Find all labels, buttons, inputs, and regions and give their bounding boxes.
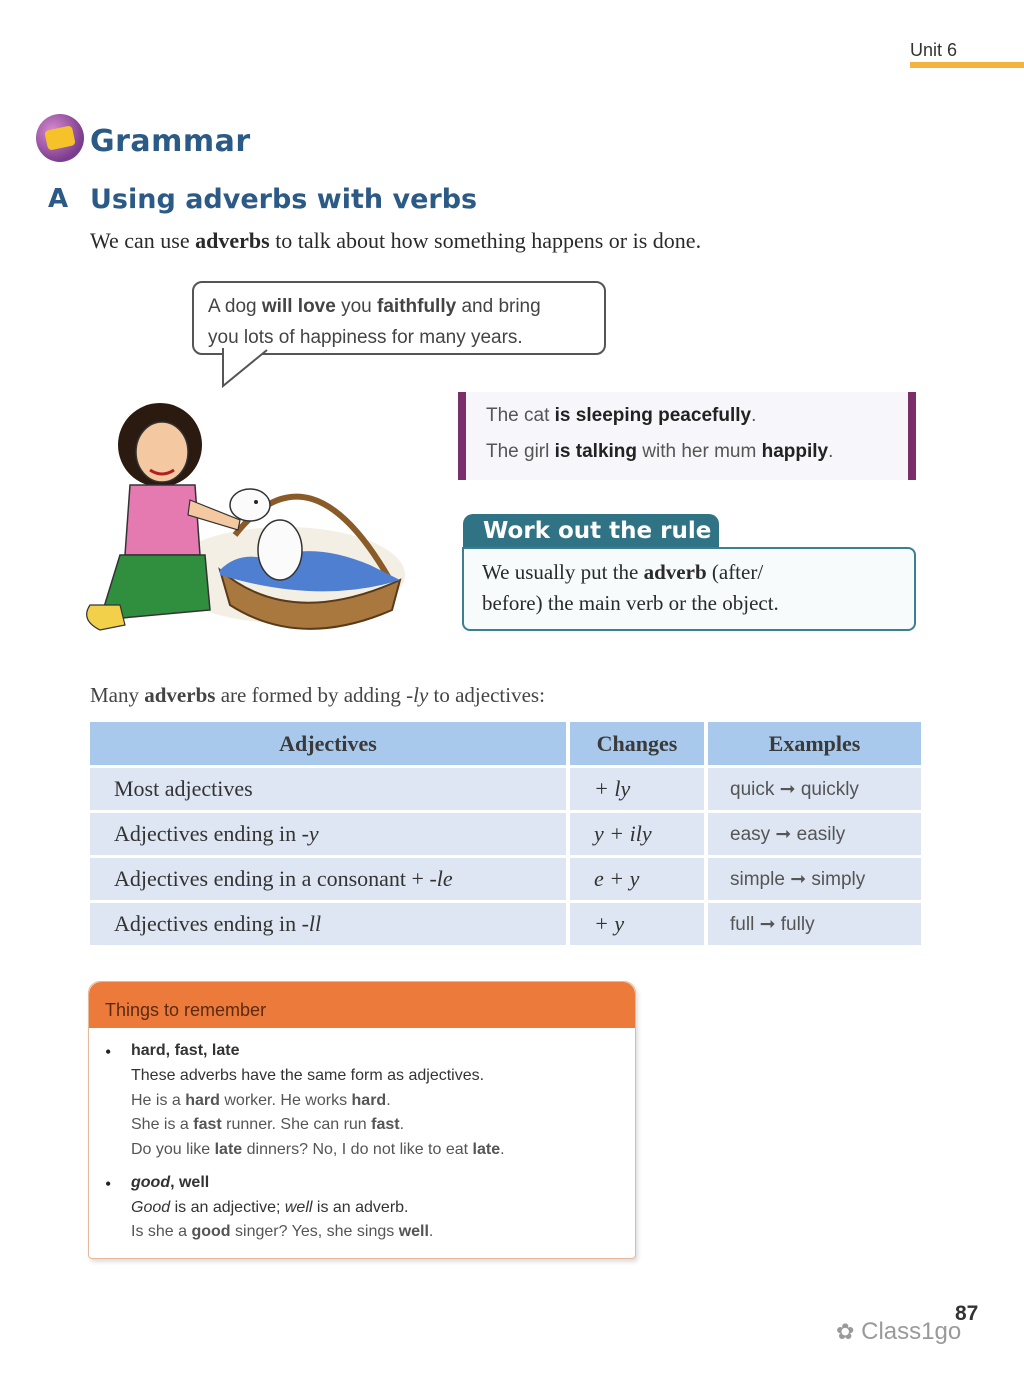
example-cell: full ➞ fully <box>708 900 921 945</box>
table-header-row <box>90 722 921 765</box>
table-row <box>90 855 921 900</box>
section-letter: A <box>48 184 69 214</box>
bullet-icon: • <box>105 1174 112 1194</box>
example-cell: simple ➞ simply <box>708 855 921 900</box>
remember-item-1-desc: These adverbs have the same form as adjectives. <box>131 1067 485 1084</box>
arrow-right-icon: ➞ <box>775 823 792 845</box>
intro-sentence: We can use adverbs to talk about how something happens or is done. <box>90 228 702 253</box>
example-cell: easy ➞ easily <box>708 810 921 855</box>
things-to-remember-box <box>88 981 636 1259</box>
column-header: Changes <box>570 722 708 765</box>
page-number: 87 <box>955 1302 979 1325</box>
arrow-right-icon: ➞ <box>759 913 776 935</box>
things-to-remember-header <box>89 982 635 1028</box>
remember-item-2-title: good, well <box>131 1174 210 1191</box>
rule-heading: Work out the rule <box>483 518 712 544</box>
remember-item-1-title: hard, fast, late <box>131 1042 240 1059</box>
example-cell: quick ➞ quickly <box>708 765 921 810</box>
watermark: ✿ Class1go <box>836 1318 962 1345</box>
remember-item-1-example-3: Do you like late dinners? No, I do not like to eat late. <box>131 1141 505 1158</box>
change-cell: e + y <box>570 855 708 900</box>
wechat-icon: ✿ <box>836 1319 855 1344</box>
rule-text: We usually put the adverb (after/ before) the main verb or the object. <box>482 560 779 615</box>
example-box-right-bar <box>908 392 916 480</box>
speech-bubble-text: A dog will love you faithfully and bring you lots of happiness for many years. <box>208 296 541 348</box>
table-row <box>90 900 921 945</box>
remember-item-1-example-2: She is a fast runner. She can run fast. <box>131 1116 405 1133</box>
adjective-cell: Adjectives ending in -ll <box>90 900 570 945</box>
adverb-formation-intro: Many adverbs are formed by adding -ly to adjectives: <box>90 683 545 707</box>
remember-item-2-desc: Good is an adjective; well is an adverb. <box>131 1199 409 1216</box>
adjective-cell: Adjectives ending in -y <box>90 810 570 855</box>
unit-underline <box>910 62 1024 68</box>
grammar-badge-icon <box>36 114 84 162</box>
remember-item-2-example: Is she a good singer? Yes, she sings well. <box>131 1223 434 1240</box>
arrow-right-icon: ➞ <box>779 778 796 800</box>
rule-box <box>462 547 916 631</box>
arrow-right-icon: ➞ <box>790 868 807 890</box>
table-row <box>90 765 921 810</box>
table-row <box>90 810 921 855</box>
change-cell: + ly <box>570 765 708 810</box>
example-sentence-1: The cat is sleeping peacefully. <box>486 405 757 426</box>
section-title: Using adverbs with verbs <box>90 184 478 215</box>
example-sentence-2: The girl is talking with her mum happily. <box>486 441 834 462</box>
things-to-remember-heading: Things to remember <box>105 1000 267 1020</box>
column-header: Examples <box>708 722 921 765</box>
girl-with-puppy-illustration <box>70 380 430 640</box>
bullet-icon: • <box>105 1042 112 1062</box>
adverb-formation-table <box>90 722 921 945</box>
adjective-cell: Most adjectives <box>90 765 570 810</box>
rule-tab <box>463 514 719 550</box>
remember-item-1-example-1: He is a hard worker. He works hard. <box>131 1092 391 1109</box>
unit-label: Unit 6 <box>910 40 958 60</box>
grammar-heading: Grammar <box>90 124 251 159</box>
column-header: Adjectives <box>90 722 570 765</box>
change-cell: + y <box>570 900 708 945</box>
example-box-left-bar <box>458 392 466 480</box>
change-cell: y + ily <box>570 810 708 855</box>
speech-bubble <box>192 281 606 355</box>
adjective-cell: Adjectives ending in a consonant + -le <box>90 855 570 900</box>
puzzle-piece-icon <box>44 125 76 150</box>
